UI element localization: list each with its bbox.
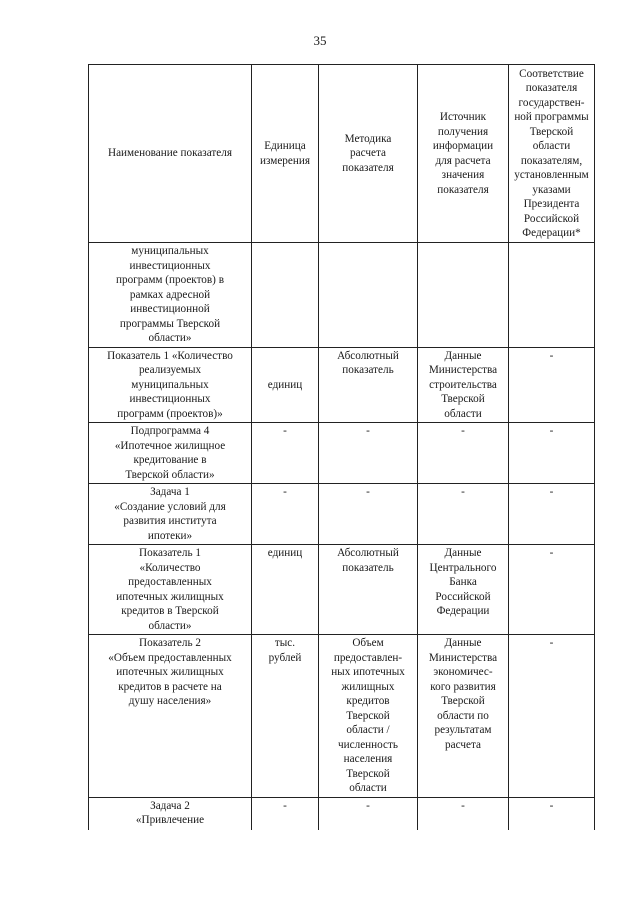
cell-method: Абсолютный показатель xyxy=(319,545,418,635)
cell-method: - xyxy=(319,423,418,484)
cell-method: - xyxy=(319,484,418,545)
cell-compliance: - xyxy=(509,423,595,484)
cell-compliance: - xyxy=(509,484,595,545)
table-row xyxy=(89,484,595,545)
table-row xyxy=(89,423,595,484)
cell-unit: тыс. рублей xyxy=(252,635,319,798)
table-row xyxy=(89,635,595,798)
cell-name: Показатель 1 «Количество предоставленных ипотечных жилищных кредитов в Тверской области» xyxy=(89,545,252,635)
cell-source: Данные Министерства строительства Тверской области xyxy=(418,347,509,423)
cell-source: - xyxy=(418,484,509,545)
cell-unit: единиц xyxy=(252,545,319,635)
cell-name: Задача 2 «Привлечение xyxy=(89,797,252,830)
cell-source: - xyxy=(418,423,509,484)
cell-name: Показатель 2 «Объем предоставленных ипотечных жилищных кредитов в расчете на душу населения» xyxy=(89,635,252,798)
cell-source xyxy=(418,243,509,348)
cell-source: Данные Центрального Банка Российской Федерации xyxy=(418,545,509,635)
page-number: 35 xyxy=(313,33,327,48)
indicators-table xyxy=(88,64,595,830)
cell-compliance: - xyxy=(509,797,595,830)
cell-source: - xyxy=(418,797,509,830)
table-row xyxy=(89,797,595,830)
cell-unit: - xyxy=(252,423,319,484)
cell-unit: единиц xyxy=(252,347,319,423)
cell-unit: - xyxy=(252,797,319,830)
table-row xyxy=(89,545,595,635)
cell-unit xyxy=(252,243,319,348)
cell-method: Абсолютный показатель xyxy=(319,347,418,423)
header-source: Источник получения информации для расчета значения показателя xyxy=(418,65,509,243)
cell-method: Объем предоставлен- ных ипотечных жилищных кредитов Тверской области / численность населения Тверской области xyxy=(319,635,418,798)
cell-method: - xyxy=(319,797,418,830)
header-indicator-name: Наименование показателя xyxy=(89,65,252,243)
cell-name: муниципальных инвестиционных программ (проектов) в рамках адресной инвестиционной программы Тверской области» xyxy=(89,243,252,348)
cell-name: Подпрограмма 4 «Ипотечное жилищное кредитование в Тверской области» xyxy=(89,423,252,484)
cell-name: Задача 1 «Создание условий для развития института ипотеки» xyxy=(89,484,252,545)
cell-compliance: - xyxy=(509,635,595,798)
table-row xyxy=(89,347,595,423)
cell-unit: - xyxy=(252,484,319,545)
header-method: Методика расчета показателя xyxy=(319,65,418,243)
cell-compliance: - xyxy=(509,347,595,423)
cell-name: Показатель 1 «Количество реализуемых муниципальных инвестиционных программ (проектов)» xyxy=(89,347,252,423)
table-header-row xyxy=(89,65,595,243)
cell-compliance xyxy=(509,243,595,348)
cell-method xyxy=(319,243,418,348)
header-compliance: Соответствие показателя государствен- ной программы Тверской области показателям, установленным указами Президента Российской Федерации* xyxy=(509,65,595,243)
cell-source: Данные Министерства экономичес- кого развития Тверской области по результатам расчета xyxy=(418,635,509,798)
table-row xyxy=(89,243,595,348)
header-unit: Единица измерения xyxy=(252,65,319,243)
cell-compliance: - xyxy=(509,545,595,635)
